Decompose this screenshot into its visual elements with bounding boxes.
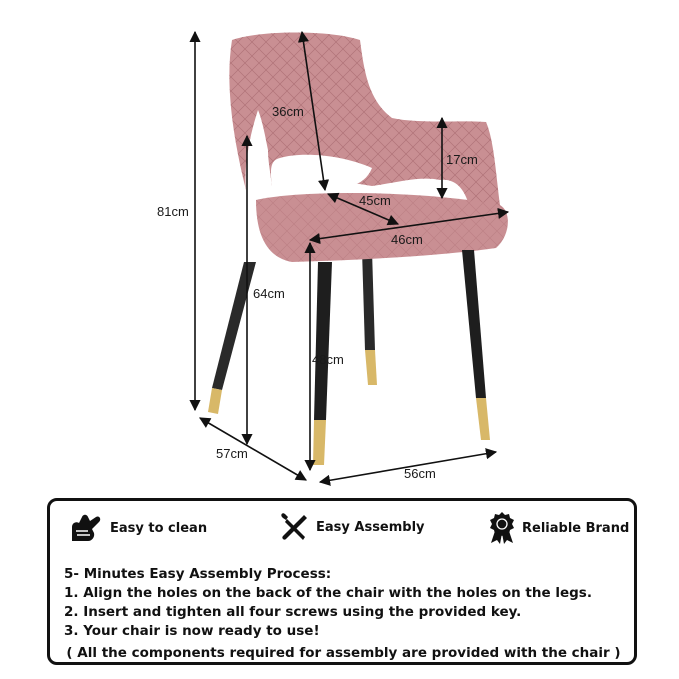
feature-label: Easy Assembly: [316, 519, 425, 535]
total-height-label: 81cm: [157, 204, 189, 219]
feature-easy-clean: [68, 511, 207, 545]
seat-height-label: 48cm: [312, 352, 344, 367]
seat-width-label: 46cm: [391, 232, 423, 247]
assembly-step: 3. Your chair is now ready to use!: [64, 623, 320, 639]
backrest-height-label: 36cm: [272, 104, 304, 119]
cleaning-hand-icon: [68, 511, 104, 545]
assembly-note: ( All the components required for assembly are provided with the chair ): [66, 645, 621, 661]
chair-illustration: [208, 33, 508, 466]
assembly-step: 1. Align the holes on the back of the chair with the holes on the legs.: [64, 585, 592, 601]
assembly-title: 5- Minutes Easy Assembly Process:: [64, 566, 332, 582]
back-left-leg: [208, 262, 256, 414]
assembly-step: 2. Insert and tighten all four screws using the provided key.: [64, 604, 522, 620]
arm-floor-height-label: 64cm: [253, 286, 285, 301]
feature-reliable-brand: [488, 511, 629, 545]
wrench-screwdriver-icon: [278, 511, 310, 543]
feature-label: Easy to clean: [110, 520, 208, 536]
feature-label: Reliable Brand: [522, 520, 630, 536]
front-right-leg: [462, 250, 490, 440]
seat-depth-label: 45cm: [359, 193, 391, 208]
assembly-steps: [64, 565, 634, 641]
overall-depth-label: 57cm: [216, 446, 248, 461]
feature-easy-assembly: [278, 511, 425, 543]
assembly-info-panel: [47, 498, 637, 665]
award-badge-icon: [488, 511, 516, 545]
back-right-leg: [362, 250, 377, 385]
armrest-height-label: 17cm: [446, 152, 478, 167]
overall-width-label: 56cm: [404, 466, 436, 481]
